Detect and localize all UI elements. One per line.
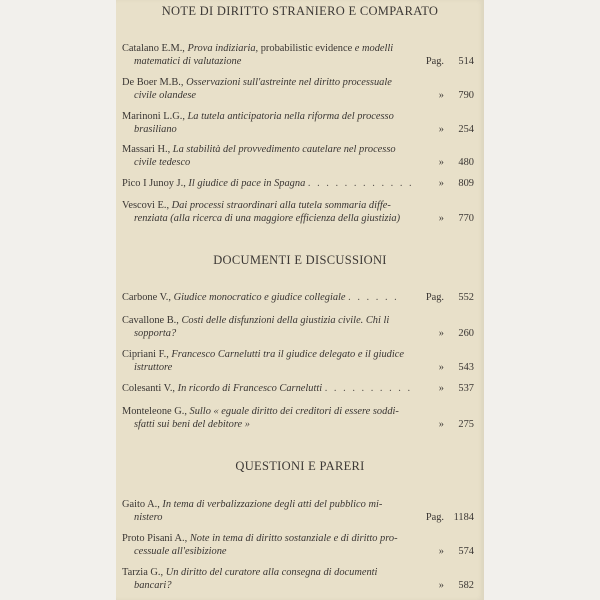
toc-entry: Tarzia G., Un diritto del curatore alla consegna di documenti bancari? » 582 [122,567,474,591]
page-reference: » 582 [438,580,474,591]
page-reference: » 260 [438,328,474,339]
page-reference: » 770 [438,213,474,224]
toc-entry: Massari H., La stabilità del provvedimento cautelare nel processo civile tedesco » 480 [122,144,474,168]
toc-entry: Catalano E.M., Prova indiziaria, probabilistic evidence e modelli matematici di valutazione Pag. 514 [122,43,474,67]
page-reference: Pag. 514 [425,56,474,67]
section-title-questioni-pareri: QUESTIONI E PARERI [235,459,365,473]
book-page [116,0,484,600]
page-reference: » 275 [438,419,474,430]
toc-entry: Carbone V., Giudice monocratico e giudice collegiale . . . . . . Pag. 552 [122,292,474,303]
toc-entry: Cipriani F., Francesco Carnelutti tra il giudice delegato e il giudice istruttore » 543 [122,349,474,373]
toc-entry: Marinoni L.G., La tutela anticipatoria nella riforma del processo brasiliano » 254 [122,111,474,135]
toc-entry: Proto Pisani A., Note in tema di diritto sostanziale e di diritto pro- cessuale all'esibizione » 574 [122,533,474,557]
page-reference: » 537 [438,383,474,394]
section-title-documenti-discussioni: DOCUMENTI E DISCUSSIONI [213,253,387,267]
page-reference: » 790 [438,90,474,101]
toc-entry: Pico I Junoy J., Il giudice di pace in Spagna . . . . . . . . . . . . » 809 [122,178,474,189]
toc-entry: Cavallone B., Costi delle disfunzioni della giustizia civile. Chi li sopporta? » 260 [122,315,474,339]
page-reference: » 809 [438,178,474,189]
section-title-note-diritto-straniero: NOTE DI DIRITTO STRANIERO E COMPARATO [161,4,439,18]
toc-entry: Colesanti V., In ricordo di Francesco Carnelutti . . . . . . . . . . » 537 [122,383,474,394]
toc-entry: Gaito A., In tema di verbalizzazione degli atti del pubblico mi- nistero Pag. 1184 [122,499,474,523]
page-reference: » 254 [438,124,474,135]
toc-entry: De Boer M.B., Osservazioni sull'astreinte nel diritto processuale civile olandese » 790 [122,77,474,101]
toc-entry: Vescovi E., Dai processi straordinari alla tutela sommaria diffe- renziata (alla ricerca di una maggiore efficienza della giustizia) » 770 [122,200,474,224]
page-reference: » 574 [438,546,474,557]
page-reference: » 543 [438,362,474,373]
page-reference: » 480 [438,157,474,168]
toc-entry: Monteleone G., Sullo « eguale diritto dei creditori di essere soddi- sfatti sui beni del debitore » » 275 [122,406,474,430]
page-reference: Pag. 1184 [425,512,474,523]
page-reference: Pag. 552 [425,292,474,303]
